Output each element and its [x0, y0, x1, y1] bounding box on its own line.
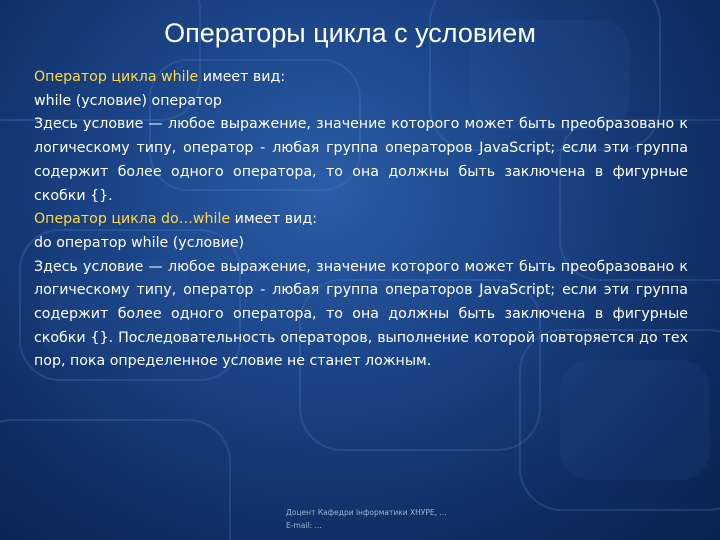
slide-content	[34, 66, 688, 374]
dowhile-description: Здесь условие — любое выражение, значение которого может быть преобразовано к логическому типу, оператор - любая группа операторов JavaScript; если эти группа содержит более одного оператора, то она должны быть заключена в фигурные скобки {}. Последовательность операторов, выполнение которой повторяется до тех пор, пока определенное условие не станет ложным.	[34, 258, 688, 370]
while-intro-rest: имеет вид:	[198, 69, 286, 85]
footer-line-2: E-mail: …	[286, 521, 322, 530]
footer	[286, 506, 706, 532]
dowhile-intro-rest: имеет вид:	[230, 211, 317, 228]
footer-line-1: Доцент Кафедри інформатики ХНУРЕ, …	[286, 508, 447, 517]
slide-title: Операторы цикла с условием	[164, 18, 536, 48]
dowhile-keyword: Оператор цикла do…while	[34, 211, 231, 228]
while-keyword: Оператор цикла while	[34, 69, 199, 85]
while-syntax: while (условие) оператор	[34, 92, 222, 109]
dowhile-intro	[34, 208, 688, 232]
while-description: Здесь условие — любое выражение, значение которого может быть преобразовано к логическому типу, оператор - любая группа операторов JavaScript; если эти группа содержит более одного оператора, то она должны быть заключена в фигурные скобки {}.	[34, 116, 688, 204]
dowhile-syntax: do оператор while (условие)	[34, 234, 245, 251]
while-intro	[34, 66, 688, 90]
